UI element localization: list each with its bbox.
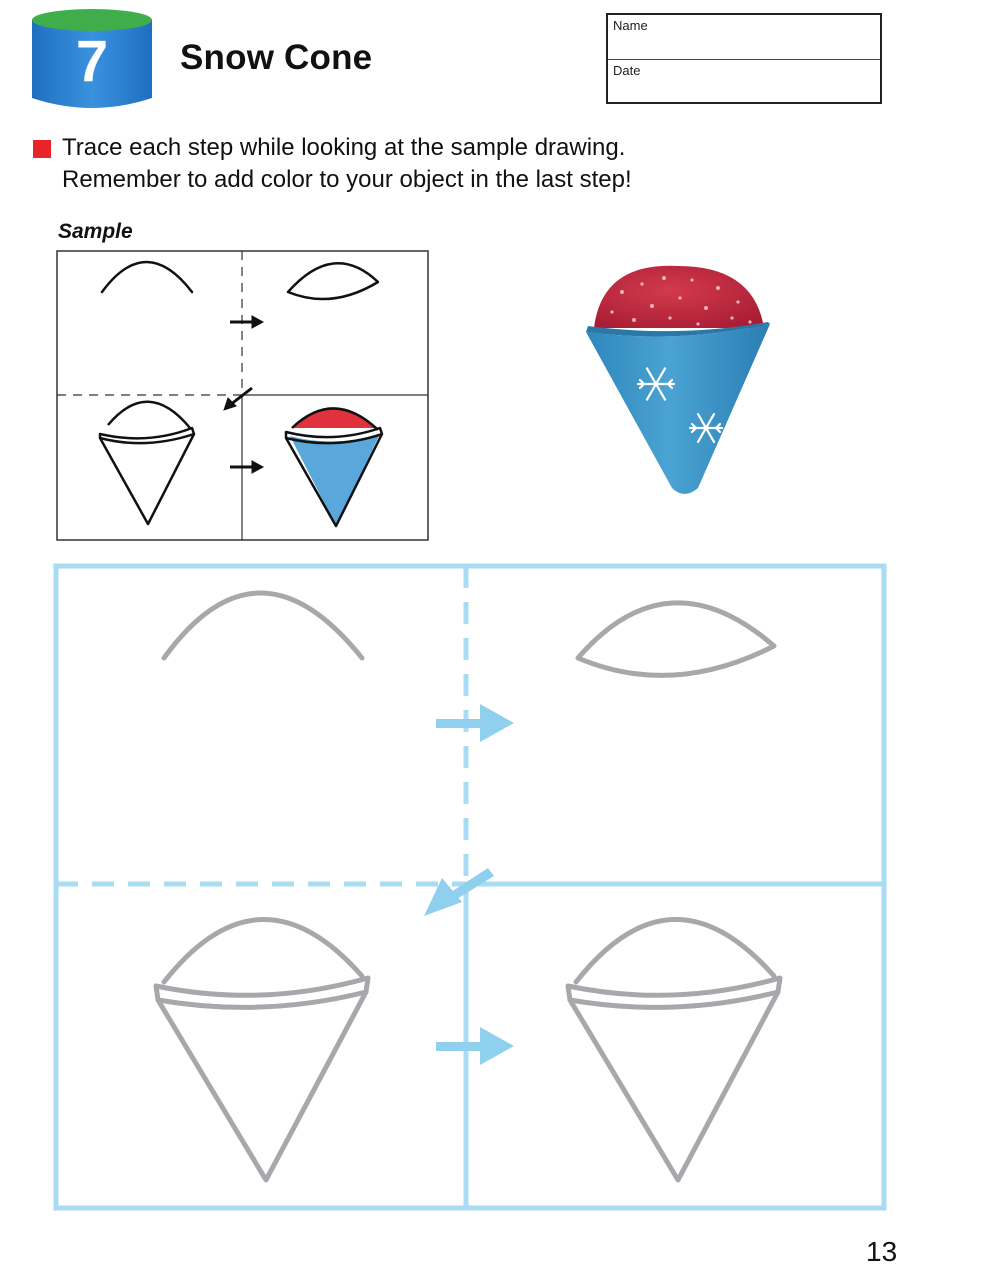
page-title: Snow Cone <box>180 38 373 77</box>
lesson-number: 7 <box>75 29 109 94</box>
name-date-box <box>606 13 882 104</box>
sample-label: Sample <box>58 220 133 243</box>
trace-arrow-right-2 <box>436 1027 514 1065</box>
trace-arrow-diagonal <box>424 868 494 916</box>
snow-cone-illustration <box>582 262 774 502</box>
sample-step2-dome <box>288 263 378 299</box>
instruction-line-2: Remember to add color to your object in the last step! <box>62 166 632 193</box>
page-number: 13 <box>866 1236 898 1267</box>
sample-arrow-right-1 <box>230 316 263 328</box>
date-field[interactable] <box>608 60 880 104</box>
sample-step3-cone <box>100 402 194 524</box>
sample-arrow-right-2 <box>230 461 263 473</box>
sample-grid <box>56 250 430 542</box>
tracing-grid[interactable] <box>52 562 888 1212</box>
name-label: Name <box>613 18 648 33</box>
trace-step4-cone <box>568 919 780 1180</box>
trace-step1-arc <box>164 593 362 658</box>
sample-step4-colored-cone <box>286 408 382 526</box>
sample-arrow-diagonal <box>224 388 252 410</box>
name-field[interactable] <box>608 15 880 60</box>
trace-step3-cone <box>156 919 368 1180</box>
sample-step1-arc <box>102 262 192 292</box>
trace-arrow-right-1 <box>436 704 514 742</box>
trace-step2-dome <box>578 603 774 676</box>
date-label: Date <box>613 63 641 78</box>
instruction-bullet-icon <box>33 140 51 158</box>
instruction-line-1: Trace each step while looking at the sample drawing. <box>62 134 626 161</box>
